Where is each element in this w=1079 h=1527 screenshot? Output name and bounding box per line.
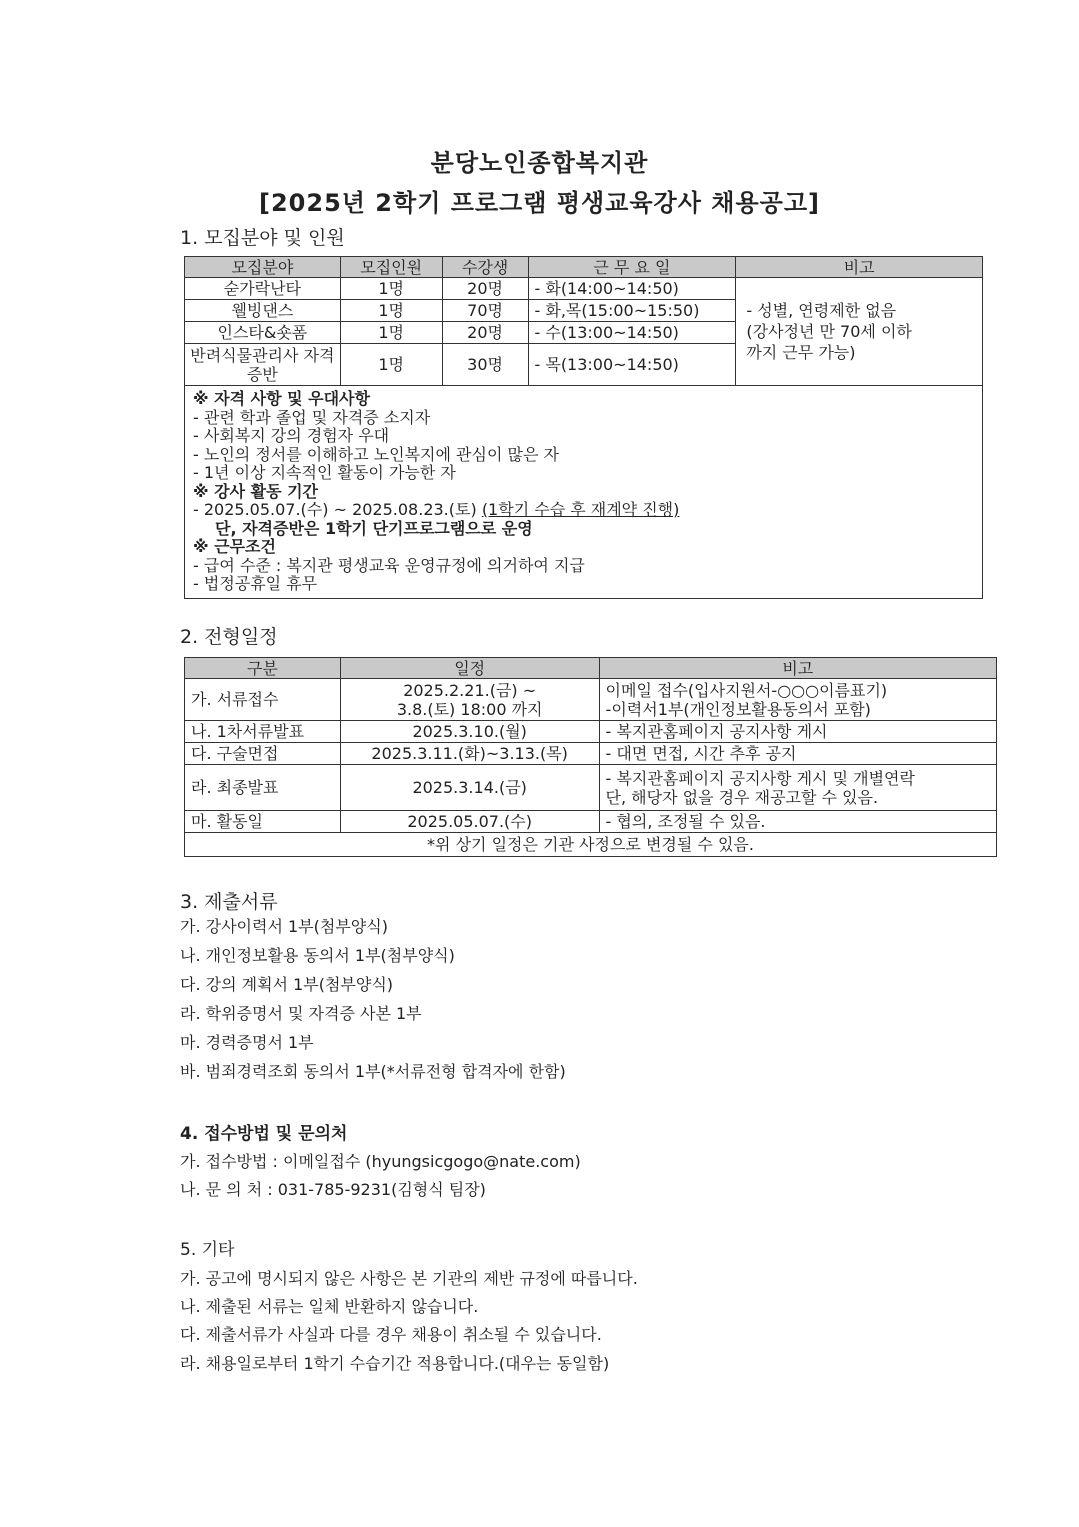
col-remark: 비고 bbox=[599, 658, 996, 679]
col-days: 근 무 요 일 bbox=[528, 257, 736, 278]
period-note: (1학기 수습 후 재계약 진행) bbox=[481, 500, 680, 519]
remark-cell: - 복지관홈페이지 공지사항 게시 bbox=[599, 721, 996, 743]
remark-line: 단, 해당자 없을 경우 재공고할 수 있음. bbox=[605, 787, 879, 807]
field-cell: 숟가락난타 bbox=[185, 278, 341, 300]
remark-line: 이메일 접수(입사지원서-○○○이름표기) bbox=[605, 680, 888, 700]
students-cell: 20명 bbox=[442, 278, 528, 300]
qual-item: - 1년 이상 지속적인 활동이 가능한 자 bbox=[193, 463, 456, 482]
col-date: 일정 bbox=[340, 658, 599, 679]
students-cell: 20명 bbox=[442, 322, 528, 344]
etc-item: 나. 제출된 서류는 일체 반환하지 않습니다. bbox=[180, 1297, 479, 1316]
days-cell: - 화(14:00~14:50) bbox=[528, 278, 736, 300]
remark-cell: - 협의, 조정될 수 있음. bbox=[599, 811, 996, 833]
schedule-table bbox=[184, 657, 997, 857]
days-cell: - 수(13:00~14:50) bbox=[528, 322, 736, 344]
remark-cell: - 대면 면접, 시간 추후 공지 bbox=[599, 743, 996, 765]
doc-item: 바. 범죄경력조회 동의서 1부(*서류전형 합격자에 한함) bbox=[180, 1062, 566, 1081]
recruit-note-cell bbox=[736, 278, 983, 386]
period-line bbox=[193, 501, 974, 520]
date-cell: 2025.3.10.(월) bbox=[340, 721, 599, 743]
stage-cell: 라. 최종발표 bbox=[185, 765, 341, 811]
days-cell: - 목(13:00~14:50) bbox=[528, 344, 736, 386]
stage-cell: 다. 구술면접 bbox=[185, 743, 341, 765]
doc-item: 마. 경력증명서 1부 bbox=[180, 1033, 314, 1052]
qual-item: - 노인의 정서를 이해하고 노인복지에 관심이 많은 자 bbox=[193, 444, 559, 464]
col-field: 모집분야 bbox=[185, 257, 341, 278]
col-note: 비고 bbox=[736, 257, 983, 278]
table-row bbox=[185, 765, 997, 811]
qualification-cell bbox=[185, 386, 983, 599]
recruit-table bbox=[184, 256, 983, 599]
cond-item: - 법정공휴일 휴무 bbox=[193, 574, 318, 593]
section4-heading: 4. 접수방법 및 문의처 bbox=[180, 1124, 348, 1144]
field-cell: 인스타&숏폼 bbox=[185, 322, 341, 344]
remark-line: - 복지관홈페이지 공지사항 게시 및 개별연락 bbox=[605, 768, 915, 788]
date-cell: 2025.3.11.(화)~3.13.(목) bbox=[340, 743, 599, 765]
schedule-table-header bbox=[185, 658, 997, 679]
note-line: 까지 근무 가능) bbox=[746, 343, 856, 362]
date-line: 2025.2.21.(금) ~ bbox=[403, 680, 537, 700]
count-cell: 1명 bbox=[340, 278, 442, 300]
days-cell: - 화,목(15:00~15:50) bbox=[528, 300, 736, 322]
table-row bbox=[185, 278, 983, 300]
section3-heading: 3. 제출서류 bbox=[180, 891, 278, 913]
students-cell: 70명 bbox=[442, 300, 528, 322]
period-sub: 단, 자격증반은 1학기 단기프로그램으로 운영 bbox=[215, 518, 533, 538]
org-name: 분당노인종합복지관 bbox=[430, 149, 649, 177]
table-row bbox=[185, 743, 997, 765]
qualification-row bbox=[185, 386, 983, 599]
remark-line: -이력서1부(개인정보활용동의서 포함) bbox=[605, 699, 871, 719]
count-cell: 1명 bbox=[340, 300, 442, 322]
cond-heading: ※ 근무조건 bbox=[193, 537, 276, 556]
stage-cell: 가. 서류접수 bbox=[185, 679, 341, 721]
date-line: 3.8.(토) 18:00 까지 bbox=[396, 699, 543, 719]
qual-item: - 관련 학과 졸업 및 자격증 소지자 bbox=[193, 407, 431, 427]
doc-item: 다. 강의 계획서 1부(첨부양식) bbox=[180, 975, 394, 994]
date-cell bbox=[340, 679, 599, 721]
note-line: - 성별, 연령제한 없음 bbox=[746, 301, 897, 320]
footnote-row bbox=[185, 833, 997, 857]
etc-item: 다. 제출서류가 사실과 다를 경우 채용이 취소될 수 있습니다. bbox=[180, 1325, 602, 1344]
doc-item: 가. 강사이력서 1부(첨부양식) bbox=[180, 917, 388, 936]
period-heading: ※ 강사 활동 기간 bbox=[193, 481, 319, 501]
doc-item: 라. 학위증명서 및 자격증 사본 1부 bbox=[180, 1004, 422, 1023]
doc-item: 나. 개인정보활용 동의서 1부(첨부양식) bbox=[180, 946, 455, 965]
cond-item: - 급여 수준 : 복지관 평생교육 운영규정에 의거하여 지급 bbox=[193, 555, 585, 575]
date-cell: 2025.3.14.(금) bbox=[340, 765, 599, 811]
date-cell: 2025.05.07.(수) bbox=[340, 811, 599, 833]
col-stage: 구분 bbox=[185, 658, 341, 679]
table-row bbox=[185, 721, 997, 743]
section5-heading: 5. 기타 bbox=[180, 1240, 235, 1260]
qual-item: - 사회복지 강의 경험자 우대 bbox=[193, 426, 390, 445]
count-cell: 1명 bbox=[340, 322, 442, 344]
notice-title: [2025년 2학기 프로그램 평생교육강사 채용공고] bbox=[259, 189, 820, 217]
qual-heading: ※ 자격 사항 및 우대사항 bbox=[193, 389, 370, 408]
section2-heading: 2. 전형일정 bbox=[180, 626, 278, 648]
count-cell: 1명 bbox=[340, 344, 442, 386]
note-line: (강사정년 만 70세 이하 bbox=[746, 322, 912, 341]
field-cell: 반려식물관리사 자격증반 bbox=[185, 344, 341, 386]
period-dates: - 2025.05.07.(수) ~ 2025.08.23.(토) bbox=[193, 500, 477, 519]
table-row bbox=[185, 679, 997, 721]
field-cell: 웰빙댄스 bbox=[185, 300, 341, 322]
schedule-footnote: *위 상기 일정은 기관 사정으로 변경될 수 있음. bbox=[185, 833, 997, 857]
etc-item: 가. 공고에 명시되지 않은 사항은 본 기관의 제반 규정에 따릅니다. bbox=[180, 1269, 638, 1288]
contact-item: 가. 접수방법 : 이메일접수 (hyungsicgogo@nate.com) bbox=[180, 1152, 581, 1171]
stage-cell: 마. 활동일 bbox=[185, 811, 341, 833]
stage-cell: 나. 1차서류발표 bbox=[185, 721, 341, 743]
recruit-table-header bbox=[185, 257, 983, 278]
etc-item: 라. 채용일로부터 1학기 수습기간 적용합니다.(대우는 동일함) bbox=[180, 1354, 610, 1373]
remark-cell bbox=[599, 679, 996, 721]
table-row bbox=[185, 811, 997, 833]
col-count: 모집인원 bbox=[340, 257, 442, 278]
section1-heading: 1. 모집분야 및 인원 bbox=[180, 227, 345, 249]
remark-cell bbox=[599, 765, 996, 811]
col-students: 수강생 bbox=[442, 257, 528, 278]
contact-item: 나. 문 의 처 : 031-785-9231(김형식 팀장) bbox=[180, 1180, 486, 1199]
students-cell: 30명 bbox=[442, 344, 528, 386]
